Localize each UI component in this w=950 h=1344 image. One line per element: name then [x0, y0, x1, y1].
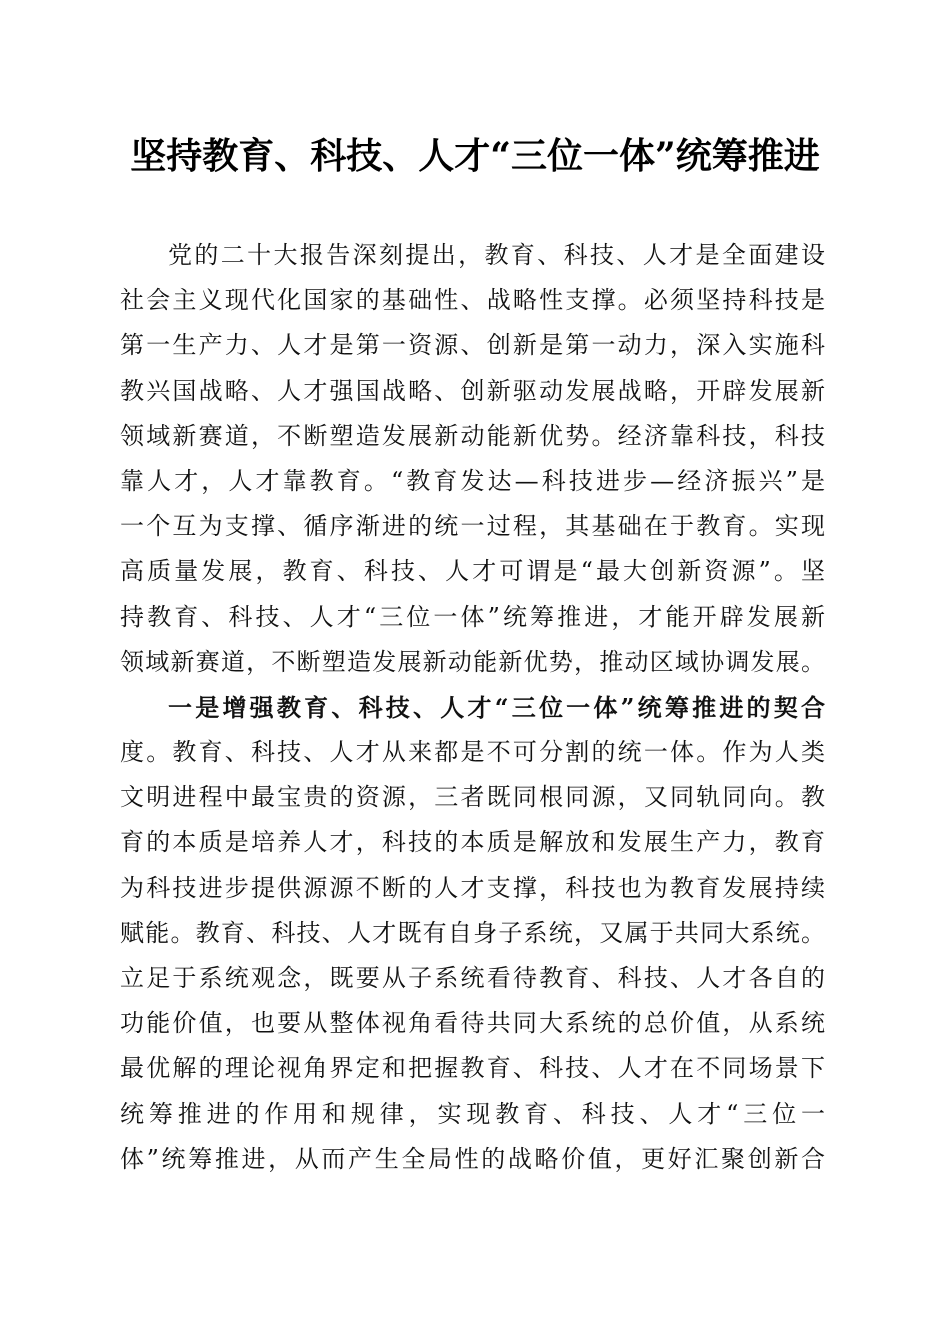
text-line: 立足于系统观念，既要从子系统看待教育、科技、人才各自的 [120, 964, 825, 992]
text-line: 第一生产力、人才是第一资源、创新是第一动力，深入实施科 [120, 331, 825, 360]
paragraph-2 [120, 685, 825, 1182]
document-body [120, 233, 825, 1182]
text-line: 领域新赛道，不断塑造发展新动能新优势。经济靠科技，科技 [120, 421, 825, 450]
text-line: 统筹推进的作用和规律，实现教育、科技、人才“三位一 [120, 1099, 825, 1128]
text-line: 领域新赛道，不断塑造发展新动能新优势，推动区域协调发展。 [120, 647, 825, 676]
text-line: 文明进程中最宝贵的资源，三者既同根同源，又同轨同向。教 [120, 783, 825, 812]
text-line: 体”统筹推进，从而产生全局性的战略价值，更好汇聚创新合 [120, 1144, 825, 1173]
text-line: 一个互为支撑、循序渐进的统一过程，其基础在于教育。实现 [120, 512, 825, 541]
text-line: 功能价值，也要从整体视角看待共同大系统的总价值，从系统 [120, 1009, 825, 1038]
paragraph-2-lead: 一是增强教育、科技、人才“三位一体”统筹推进的契合 [168, 692, 825, 722]
text-line: 为科技进步提供源源不断的人才支撑，科技也为教育发展持续 [120, 873, 825, 902]
paragraph-1 [120, 233, 825, 685]
text-line: 教兴国战略、人才强国战略、创新驱动发展战略，开辟发展新 [120, 376, 825, 405]
text-line: 高质量发展，教育、科技、人才可谓是“最大创新资源”。坚 [120, 557, 825, 586]
text-line: 度。教育、科技、人才从来都是不可分割的统一体。作为人类 [120, 738, 825, 767]
document-title: 坚持教育、科技、人才“三位一体”统筹推进 [130, 135, 820, 177]
text-line: 持教育、科技、人才“三位一体”统筹推进，才能开辟发展新 [120, 602, 825, 631]
text-line: 最优解的理论视角界定和把握教育、科技、人才在不同场景下 [120, 1054, 825, 1083]
text-line: 赋能。教育、科技、人才既有自身子系统，又属于共同大系统。 [120, 918, 825, 947]
text-line: 育的本质是培养人才，科技的本质是解放和发展生产力，教育 [120, 828, 825, 857]
text-line: 靠人才，人才靠教育。“教育发达—科技进步—经济振兴”是 [120, 466, 825, 495]
text-line: 党的二十大报告深刻提出，教育、科技、人才是全面建设 [168, 241, 825, 269]
text-line: 社会主义现代化国家的基础性、战略性支撑。必须坚持科技是 [120, 286, 825, 315]
